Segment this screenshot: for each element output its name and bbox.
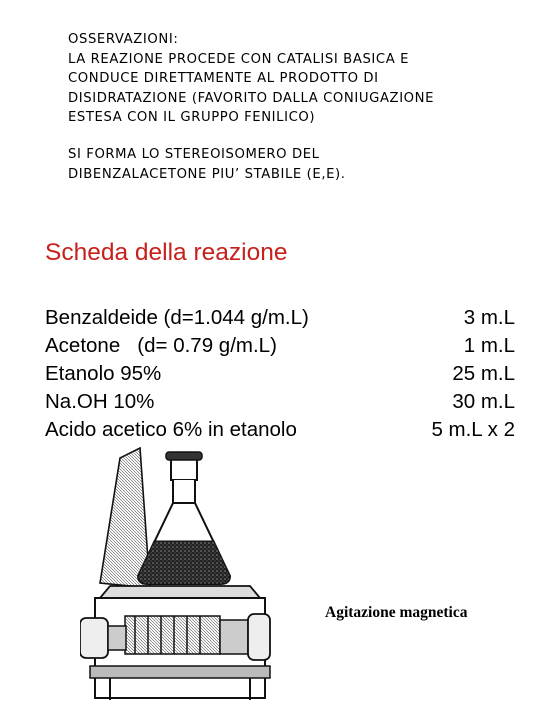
reagent-name: Acido acetico 6% in etanolo — [45, 418, 297, 441]
observations-paragraph-1: OSSERVAZIONI: LA REAZIONE PROCEDE CON CATALISI BASICA E CONDUCE DIRETTAMENTE AL PRODOTTO DI DISIDRATAZIONE (FAVORITO DALLA CONIUGAZIONE ESTESA CON IL GRUPPO FENILICO) — [68, 32, 435, 125]
reagent-quantity: 3 m.L — [463, 306, 515, 329]
reagent-row — [45, 332, 515, 360]
reagent-name: Na.OH 10% — [45, 390, 155, 413]
reagent-quantity: 1 m.L — [463, 334, 515, 357]
reagent-name: Etanolo 95% — [45, 362, 162, 385]
magnetic-stirrer-flask-icon — [80, 438, 350, 708]
reagent-row — [45, 388, 515, 416]
reagent-name: Benzaldeide (d=1.044 g/m.L) — [45, 306, 309, 329]
reaction-sheet-title: Scheda della reazione — [45, 239, 288, 266]
reagent-list — [45, 304, 515, 444]
reagent-quantity: 25 m.L — [452, 362, 515, 385]
reagent-row — [45, 304, 515, 332]
reagent-quantity: 5 m.L x 2 — [431, 418, 515, 441]
reagent-quantity: 30 m.L — [452, 390, 515, 413]
reagent-row — [45, 360, 515, 388]
observations-paragraph-2: SI FORMA LO STEREOISOMERO DEL DIBENZALACETONE PIU’ STABILE (E,E). — [68, 147, 346, 182]
illustration-caption: Agitazione magnetica — [325, 604, 468, 621]
reagent-name: Acetone (d= 0.79 g/m.L) — [45, 334, 277, 357]
